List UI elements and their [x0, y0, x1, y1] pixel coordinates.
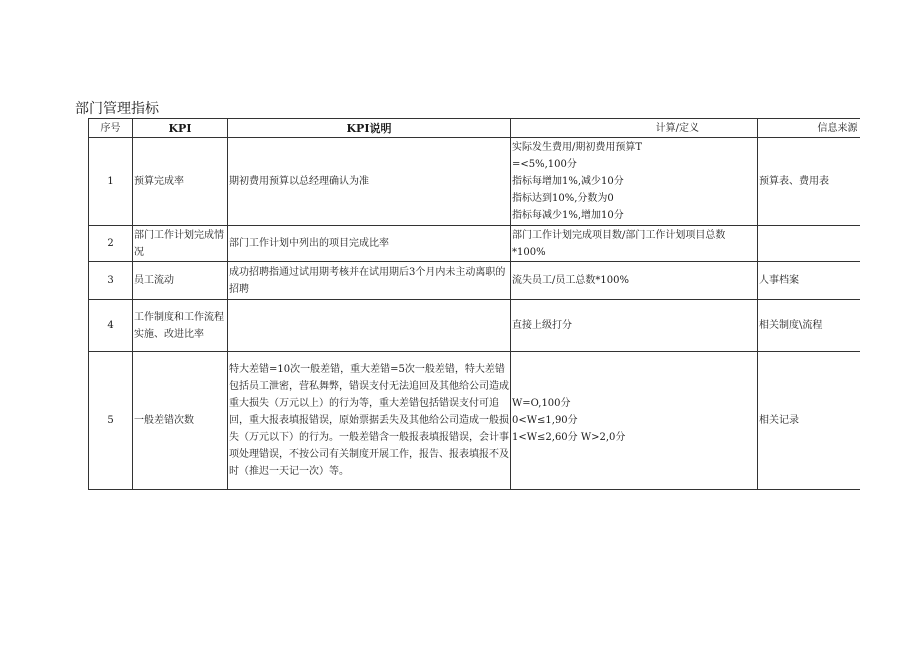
row-source: 相关制度\流程: [758, 300, 860, 352]
row-description: 成功招聘指通过试用期考核并在试用期后3个月内未主动离职的招聘: [228, 262, 511, 300]
page-title: 部门管理指标: [75, 101, 159, 117]
row-kpi: 部门工作计划完成情况: [133, 226, 228, 262]
row-kpi: 预算完成率: [133, 138, 228, 226]
row-calculation: [511, 226, 758, 262]
row-kpi: 员工流动: [133, 262, 228, 300]
row-source: 人事档案: [758, 262, 860, 300]
row-calculation: [511, 300, 758, 352]
row-description: 期初费用预算以总经理确认为准: [228, 138, 511, 226]
row-index: 3: [89, 262, 133, 300]
row-index: 1: [89, 138, 133, 226]
header-kpi: KPI: [133, 119, 228, 138]
calc-line: 指标每增加1%,减少10分: [512, 176, 624, 187]
row-index: 2: [89, 226, 133, 262]
row-index: 4: [89, 300, 133, 352]
table-row: [89, 300, 860, 352]
row-source: 预算表、费用表: [758, 138, 860, 226]
row-source: [758, 226, 860, 262]
row-description: 特大差错=10次一般差错，重大差错=5次一般差错，特大差错包括员工泄密，营私舞弊，错误支付无法追回及其他给公司造成重大损失（万元以上）的行为等，重大差错包括错误支付可追回，重大报表填报错误，原始票据丢失及其他给公司造成一般损失（万元以下）的行为。一般差错含一般报表填报错误，会计事项处理错误，不按公司有关制度开展工作，报告、报表填报不及时（推迟一天记一次）等。: [228, 352, 511, 490]
calc-line: W=O,100分: [512, 398, 571, 409]
calc-line: *100%: [512, 246, 546, 258]
header-index: 序号: [89, 119, 133, 138]
row-source: 相关记录: [758, 352, 860, 490]
calc-line: 0<W≤1,90分: [512, 415, 578, 426]
calc-line: 实际发生费用/期初费用预算T: [512, 142, 643, 153]
row-calculation: [511, 352, 758, 490]
header-info-source: 信息来源: [758, 119, 860, 138]
table-row: [89, 226, 860, 262]
row-description: [228, 300, 511, 352]
calc-line: 指标达到10%,分数为0: [512, 193, 614, 204]
calc-line: 流失员工/员工总数*100%: [512, 275, 629, 286]
table-header-row: [89, 119, 860, 138]
calc-line: 指标每减少1%,增加10分: [512, 210, 624, 221]
table-row: [89, 262, 860, 300]
table-row: [89, 138, 860, 226]
table-row: [89, 352, 860, 490]
kpi-table: [88, 118, 860, 490]
calc-line: =<5%,100分: [512, 159, 577, 170]
calc-line: 部门工作计划完成项目数/部门工作计划项目总数: [512, 229, 726, 241]
row-calculation: [511, 138, 758, 226]
calc-line: 直接上级打分: [512, 320, 572, 331]
row-description: 部门工作计划中列出的项目完成比率: [228, 226, 511, 262]
header-kpi-description: KPI说明: [228, 119, 511, 138]
row-kpi: 工作制度和工作流程实施、改进比率: [133, 300, 228, 352]
header-calculation: 计算/定义: [511, 119, 758, 138]
calc-line: 1<W≤2,60分 W>2,0分: [512, 432, 626, 443]
row-calculation: [511, 262, 758, 300]
row-kpi: 一般差错次数: [133, 352, 228, 490]
row-index: 5: [89, 352, 133, 490]
